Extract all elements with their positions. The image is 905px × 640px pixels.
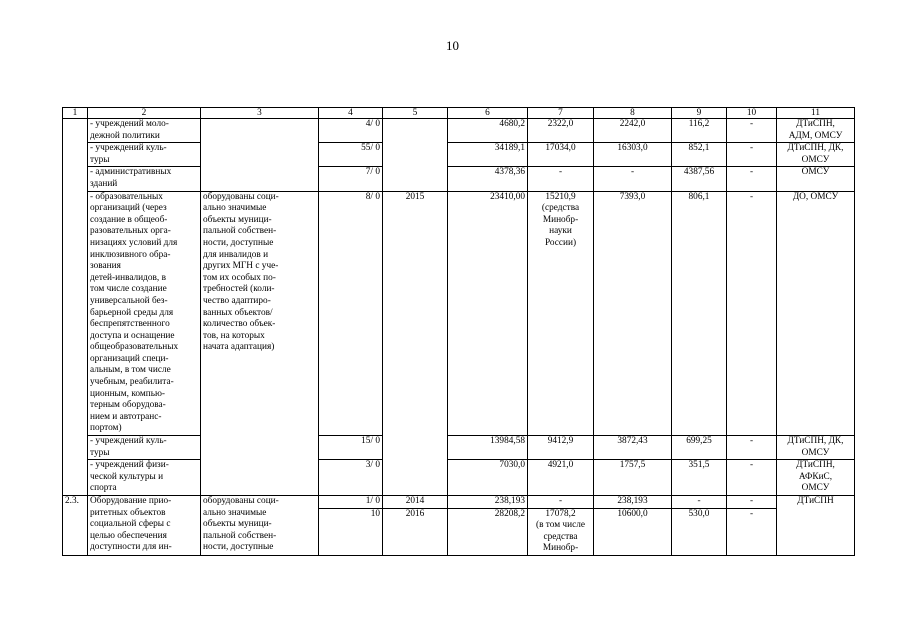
cell-line: организаций специ- xyxy=(90,353,169,364)
federal-cell: 2322,0 xyxy=(528,119,594,143)
cell-line: объекты муници- xyxy=(203,214,272,225)
local-cell: - xyxy=(672,496,727,509)
cell-line: низациях условий для xyxy=(90,237,178,248)
indicator-cell xyxy=(201,191,319,495)
cell-line: пальной собствен- xyxy=(203,226,277,237)
cell-line: ционным, компью- xyxy=(90,388,165,399)
cell-line: ДТиСПН, xyxy=(796,460,835,471)
cell-line: ДТиСПН, xyxy=(796,119,835,129)
cell-line: Минобр- xyxy=(542,543,579,554)
header-cell: 1 xyxy=(63,108,88,119)
other-cell: - xyxy=(727,496,777,509)
cell-line: - административных xyxy=(90,167,172,178)
cell-line: инклюзивного обра- xyxy=(90,249,171,260)
cell-line: (в том числе xyxy=(536,520,585,531)
other-cell: - xyxy=(727,436,777,460)
cell-line: зования xyxy=(90,261,121,272)
cell-line: беспрепятственного xyxy=(90,319,170,330)
cell-line: для инвалидов и xyxy=(203,249,269,260)
year-cell: 2014 xyxy=(383,496,448,509)
header-cell: 6 xyxy=(448,108,528,119)
other-cell: - xyxy=(727,460,777,496)
cell-line: оборудованы соци- xyxy=(203,191,279,202)
other-cell: - xyxy=(727,143,777,167)
cell-line: тов, на которых xyxy=(203,330,265,341)
local-cell: 852,1 xyxy=(672,143,727,167)
item-name xyxy=(88,191,201,435)
regional-cell: - xyxy=(594,167,672,191)
cell-line: доступа и оснащение xyxy=(90,330,175,341)
table-row xyxy=(63,191,855,435)
cell-line: Оборудование прио- xyxy=(90,496,172,506)
total-cell: 23410,00 xyxy=(448,191,528,435)
cell-line: АФКиС, xyxy=(798,471,833,482)
cell-line: оборудованы соци- xyxy=(203,496,279,506)
header-cell: 4 xyxy=(319,108,383,119)
federal-cell: 9412,9 xyxy=(528,436,594,460)
number-cell xyxy=(63,119,88,496)
other-cell: - xyxy=(727,167,777,191)
item-name xyxy=(88,496,201,556)
cell-line: портом) xyxy=(90,423,122,434)
cell-line: АДМ, ОМСУ xyxy=(788,130,843,141)
cell-line: дежной политики xyxy=(90,130,160,141)
item-name xyxy=(88,119,201,143)
cell-line: туры xyxy=(90,154,110,165)
cell-line: социальной сферы с xyxy=(90,519,171,530)
cell-line: ритетных объектов xyxy=(90,507,166,518)
cell-line: терным оборудова- xyxy=(90,400,166,411)
header-cell: 10 xyxy=(727,108,777,119)
cell-line: науки xyxy=(549,226,572,237)
cell-line: (средства xyxy=(541,203,580,214)
cell-line: - учреждений физи- xyxy=(90,460,169,471)
cell-line: туры xyxy=(90,447,110,458)
cell-line: организаций (через xyxy=(90,203,167,214)
cell-line: средства xyxy=(543,531,578,542)
cell-line: ОМСУ xyxy=(801,167,830,178)
regional-cell: 16303,0 xyxy=(594,143,672,167)
header-cell: 2 xyxy=(88,108,201,119)
table-row xyxy=(63,119,855,143)
count-cell: 55/ 0 xyxy=(319,143,383,167)
cell-line: чество адаптиро- xyxy=(203,295,271,306)
cell-line: нием и автотранс- xyxy=(90,411,162,422)
cell-line: ДО, ОМСУ xyxy=(792,191,839,202)
local-cell: 351,5 xyxy=(672,460,727,496)
total-cell: 7030,0 xyxy=(448,460,528,496)
other-cell: - xyxy=(727,119,777,143)
cell-line: общеобразовательных xyxy=(90,342,179,353)
indicator-cell xyxy=(201,496,319,556)
cell-line: объекты муници- xyxy=(203,519,272,530)
local-cell: 530,0 xyxy=(672,508,727,555)
header-row xyxy=(63,108,855,119)
cell-line: доступности для ин- xyxy=(90,542,172,553)
cell-line: детей-инвалидов, в xyxy=(90,272,166,283)
executor-cell xyxy=(777,119,855,143)
item-name xyxy=(88,143,201,167)
cell-line: создание в общеоб- xyxy=(90,214,168,225)
count-cell: 10 xyxy=(319,508,383,555)
regional-cell: 2242,0 xyxy=(594,119,672,143)
cell-line: ДТиСПН, ДК, xyxy=(787,436,844,447)
cell-line: начата адаптация) xyxy=(203,342,275,353)
executor-cell xyxy=(777,496,855,556)
total-cell: 4378,36 xyxy=(448,167,528,191)
count-cell: 8/ 0 xyxy=(319,191,383,435)
federal-cell: - xyxy=(528,496,594,509)
cell-line: спорта xyxy=(90,483,117,494)
year-cell: 2015 xyxy=(383,191,448,495)
count-cell: 7/ 0 xyxy=(319,167,383,191)
regional-cell: 238,193 xyxy=(594,496,672,509)
executor-cell xyxy=(777,143,855,167)
header-cell: 11 xyxy=(777,108,855,119)
federal-cell xyxy=(528,508,594,555)
table-row xyxy=(63,496,855,509)
cell-line: учебным, реабилита- xyxy=(90,377,174,388)
federal-cell: 17034,0 xyxy=(528,143,594,167)
cell-line: целью обеспечения xyxy=(90,530,167,541)
indicator-cell xyxy=(201,119,319,192)
local-cell: 116,2 xyxy=(672,119,727,143)
year-cell: 2016 xyxy=(383,508,448,555)
header-cell: 8 xyxy=(594,108,672,119)
cell-line: ально значимые xyxy=(203,203,267,214)
total-cell: 28208,2 xyxy=(448,508,528,555)
cell-line: - учреждений куль- xyxy=(90,143,167,154)
table-row xyxy=(63,167,855,191)
total-cell: 13984,58 xyxy=(448,436,528,460)
page-number: 10 xyxy=(446,38,459,53)
total-cell: 4680,2 xyxy=(448,119,528,143)
cell-line: ОМСУ xyxy=(801,154,830,165)
regional-cell: 10600,0 xyxy=(594,508,672,555)
data-table xyxy=(62,107,855,556)
regional-cell: 3872,43 xyxy=(594,436,672,460)
local-cell: 699,25 xyxy=(672,436,727,460)
cell-line: ОМСУ xyxy=(801,483,830,494)
other-cell: - xyxy=(727,191,777,435)
cell-line: альным, в том числе xyxy=(90,365,171,376)
count-cell: 1/ 0 xyxy=(319,496,383,509)
cell-line: ванных объектов/ xyxy=(203,307,273,318)
count-cell: 3/ 0 xyxy=(319,460,383,496)
count-cell: 4/ 0 xyxy=(319,119,383,143)
total-cell: 34189,1 xyxy=(448,143,528,167)
table-row xyxy=(63,143,855,167)
cell-line: России) xyxy=(544,237,577,248)
cell-line: - образовательных xyxy=(90,191,163,202)
local-cell: 4387,56 xyxy=(672,167,727,191)
header-cell: 3 xyxy=(201,108,319,119)
federal-cell xyxy=(528,191,594,435)
cell-line: зданий xyxy=(90,178,118,189)
cell-line: - учреждений куль- xyxy=(90,436,167,447)
executor-cell xyxy=(777,191,855,435)
cell-line: ности, доступные xyxy=(203,237,274,248)
table-row xyxy=(63,460,855,496)
cell-line: том числе создание xyxy=(90,284,167,295)
item-name xyxy=(88,167,201,191)
federal-cell: 4921,0 xyxy=(528,460,594,496)
federal-cell: - xyxy=(528,167,594,191)
year-cell xyxy=(383,119,448,192)
cell-line: 15210,9 xyxy=(545,191,576,202)
number-cell: 2.3. xyxy=(63,496,88,556)
cell-line: разовательных орга- xyxy=(90,226,171,237)
cell-line: ально значимые xyxy=(203,507,267,518)
cell-line: ности, доступные xyxy=(203,542,274,553)
table-row xyxy=(63,436,855,460)
item-name xyxy=(88,460,201,496)
header-cell: 7 xyxy=(528,108,594,119)
cell-line: пальной собствен- xyxy=(203,530,277,541)
count-cell: 15/ 0 xyxy=(319,436,383,460)
cell-line: ОМСУ xyxy=(801,447,830,458)
regional-cell: 7393,0 xyxy=(594,191,672,435)
cell-line: других МГН с уче- xyxy=(203,261,279,272)
total-cell: 238,193 xyxy=(448,496,528,509)
header-cell: 5 xyxy=(383,108,448,119)
header-cell: 9 xyxy=(672,108,727,119)
executor-cell xyxy=(777,167,855,191)
cell-line: ческой культуры и xyxy=(90,471,164,482)
cell-line: требностей (коли- xyxy=(203,284,275,295)
other-cell: - xyxy=(727,508,777,555)
regional-cell: 1757,5 xyxy=(594,460,672,496)
cell-line: ДТиСПН, ДК, xyxy=(787,143,844,154)
executor-cell xyxy=(777,460,855,496)
cell-line: количество объек- xyxy=(203,319,276,330)
cell-line: барьерной среды для xyxy=(90,307,174,318)
cell-line: универсальной без- xyxy=(90,295,168,306)
local-cell: 806,1 xyxy=(672,191,727,435)
cell-line: 17078,2 xyxy=(545,508,576,519)
cell-line: ДТиСПН xyxy=(797,496,834,506)
item-name xyxy=(88,436,201,460)
cell-line: - учреждений моло- xyxy=(90,119,169,129)
cell-line: том их особых по- xyxy=(203,272,276,283)
cell-line: Минобр- xyxy=(542,214,579,225)
executor-cell xyxy=(777,436,855,460)
